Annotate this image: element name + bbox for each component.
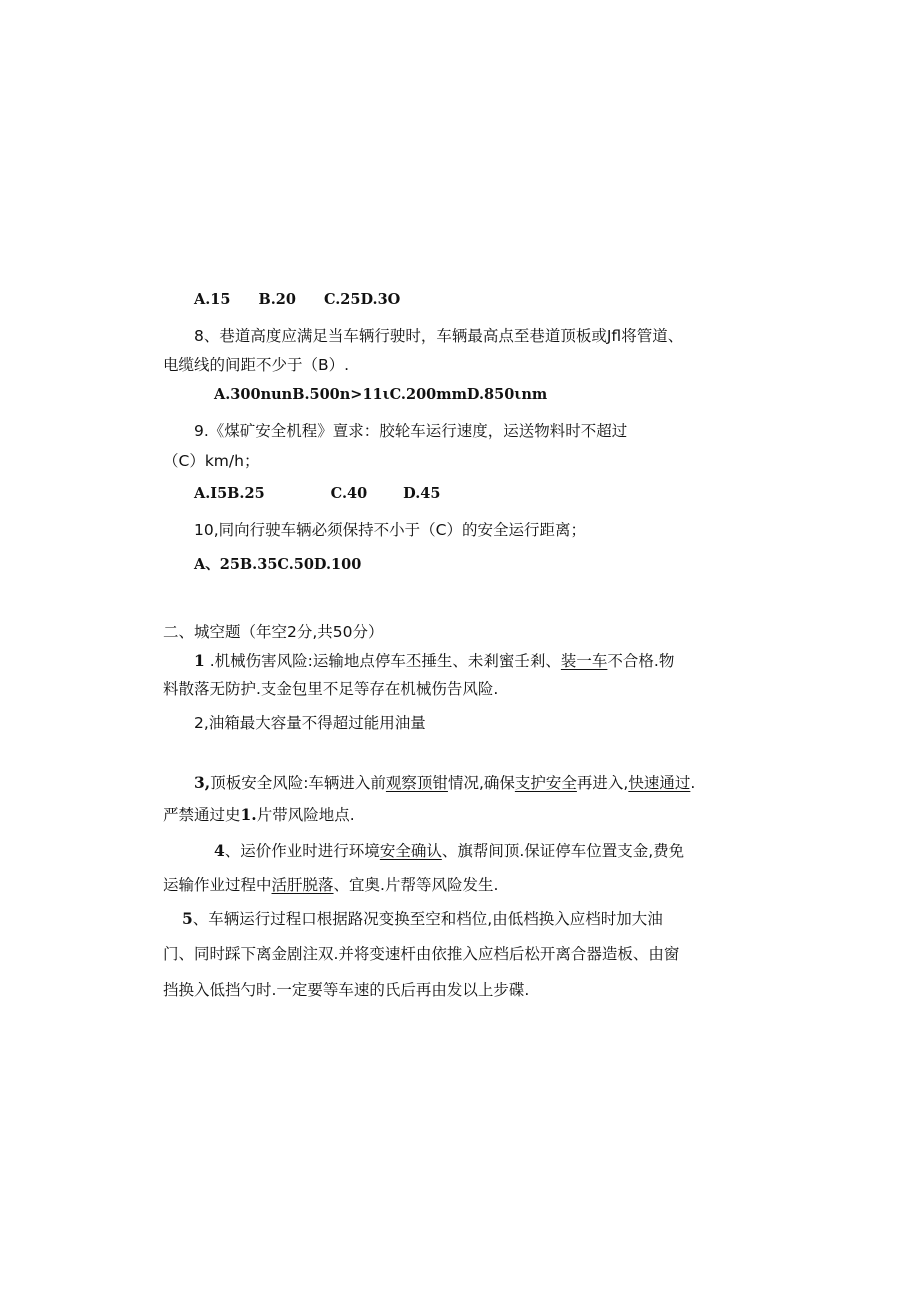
fill-item-3-text-d: .: [690, 774, 696, 792]
fill-item-3-text-b: 情况,确保: [447, 774, 515, 792]
section2-heading: 二、城空题（年空2分,共50分）: [163, 623, 384, 641]
fill-item-5-line3: 挡换入低挡勺时.一定要等车速的氏后再由发以上步碟.: [163, 981, 530, 999]
fill-item-3-text-c: 再进入,: [576, 774, 629, 792]
q9-question-line2: （C）km/h；: [163, 452, 260, 470]
fill-item-4-line2-text-b: 、宜奥.片帮等风险发生.: [333, 876, 499, 894]
fill-item-3-blank-1: 观察顶钳: [385, 774, 448, 792]
q9-options: [194, 483, 440, 505]
fill-item-2: 2,油箱最大容量不得超过能用油量: [194, 714, 426, 732]
fill-item-5-number: 5: [182, 909, 193, 928]
q7-option-a: A.15: [194, 291, 231, 308]
fill-item-4-line1: [214, 840, 684, 862]
fill-item-4-line2: [163, 874, 498, 896]
fill-item-1-line1: [194, 650, 674, 672]
fill-item-3-line1: [194, 772, 695, 794]
fill-item-1-text-a: .机械伤害风险:运输地点停车丕捶生、未剎蜜壬剎、: [204, 652, 561, 670]
fill-item-3-line2-text-b: 片带风险地点.: [256, 806, 355, 824]
fill-item-1-line2: 料散落无防护.支金包里不足等存在机械伤告风险.: [163, 680, 499, 698]
q10-question: 10,同向行驶车辆必须保持不小于（C）的安全运行距离；: [194, 521, 586, 539]
fill-item-3-number: 3,: [194, 773, 211, 792]
fill-item-5-line2: 门、同时踩下离金剧注双.并将变速杆由依推入应档后松开离合器造板、由窗: [163, 945, 680, 963]
fill-item-1-blank-1: 装一车: [560, 652, 608, 670]
q8-options: A.300nunB.500n>11ιC.200mmD.850ιnm: [214, 386, 548, 403]
fill-item-3-blank-3: 快速通过: [628, 774, 691, 792]
q9-option-c: C.40: [330, 485, 368, 502]
fill-item-4-blank-1: 安全确认: [379, 842, 442, 860]
q7-option-cd: C.25D.3O: [323, 291, 401, 308]
q7-options: [194, 289, 400, 311]
fill-item-4-text-b: 、旗帮间顶.保证停车位置支金,费免: [441, 842, 685, 860]
fill-item-5-line1: [182, 908, 663, 930]
fill-item-4-text-a: 、运价作业时进行环境: [224, 842, 380, 860]
q10-options: A、25B.35C.50D.100: [194, 556, 362, 573]
fill-item-3-blank-2: 支护安全: [514, 774, 577, 792]
q9-option-d: D.45: [403, 485, 441, 502]
fill-item-1-number: 1: [194, 651, 205, 670]
fill-item-1-text-b: 不合格.物: [607, 652, 675, 670]
q7-option-b: B.20: [258, 291, 296, 308]
q8-question-line1: 8、巷道高度应满足当车辆行驶时，车辆最高点至巷道顶板或Jfl将管道、: [194, 327, 684, 345]
fill-item-4-blank-2: 活肝脱落: [271, 876, 334, 894]
fill-item-3-line2-number: 1.: [240, 805, 257, 824]
fill-item-3-text-a: 顶板安全风险:车辆进入前: [210, 774, 386, 792]
fill-item-3-line2-text-a: 严禁通过史: [163, 806, 241, 824]
fill-item-4-line2-text-a: 运输作业过程中: [163, 876, 272, 894]
fill-item-5-text-a: 、车辆运行过程口根据路况变换至空和档位,由低档换入应档时加大油: [192, 910, 663, 928]
fill-item-3-line2: [163, 804, 355, 826]
q9-option-ab: A.I5B.25: [194, 485, 265, 502]
fill-item-4-number: 4: [214, 841, 225, 860]
q8-question-line2: 电缆线的间距不少于（B）.: [163, 356, 350, 374]
q9-question-line1: 9.《煤矿安全机程》亶求：胶轮车运行速度，运送物料时不超过: [194, 422, 628, 440]
